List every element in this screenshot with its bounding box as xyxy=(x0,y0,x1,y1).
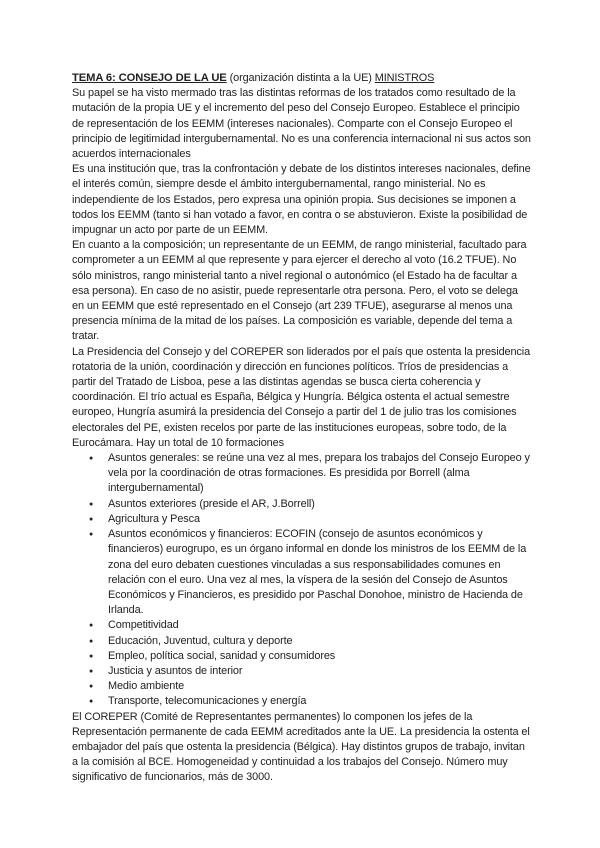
list-item: ● Agricultura y Pesca xyxy=(108,512,532,527)
paragraph-coreper: El COREPER (Comité de Representantes permanentes) lo componen los jefes de la Representación permanente de cada EEMM acreditados ante la UE. La presidencia la ostenta el embajador del país que ostenta la presidencia (Bélgica). Hay distintos grupos de trabajo, invitan a la comisión al BCE. Homogeneidad y continuidad a los trabajos del Consejo. Número muy significativo de funcionarios, más de 3000. xyxy=(72,710,530,784)
list-item: ● Competitividad xyxy=(108,618,532,633)
list-item: ● Asuntos económicos y financieros: ECOFIN (consejo de asuntos económicos y financieros) eurogrupo, es un órgano informal en donde los ministros de los EEMM de la zona del euro debaten cuestiones vinculadas a sus responsabilidades comunes en relación con el euro. Una vez al mes, la víspera de la sesión del Consejo de Asuntos Económicos y Financieros, es presidido por Paschal Donohoe, ministro de Hacienda de Irlanda. xyxy=(108,527,532,618)
list-item: ● Educación, Juventud, cultura y deporte xyxy=(108,634,532,649)
title-main: TEMA 6: CONSEJO DE LA UE xyxy=(72,72,227,84)
paragraph-presidency: La Presidencia del Consejo y del COREPER son liderados por el país que ostenta la presidencia rotatoria de la unión, coordinación y dirección en funciones políticos. Tríos de presidencias a partir del Tratado de Lisboa, pese a las distintas agendas se busca cierta coherencia y coordinación. El trío actual es España, Bélgica y Hungría. Bélgica ostenta el actual semestre europeo, Hungría asumirá la presidencia del Consejo a partir del 1 de julio tras los comisiones electorales del PE, existen recelos por parte de las instituciones europeas, sobre todo, de la Eurocámara. Hay un total de 10 formaciones xyxy=(72,345,531,449)
document-page xyxy=(72,71,532,786)
title-tail: MINISTROS xyxy=(374,72,435,84)
list-item: ● Transporte, telecomunicaciones y energía xyxy=(108,694,532,709)
list-item: ● Justicia y asuntos de interior xyxy=(108,664,532,679)
paragraph-role: Su papel se ha visto mermado tras las distintas reformas de los tratados como resultado de la mutación de la propia UE y el incremento del peso del Consejo Europeo. Establece el principio de representación de los EEMM (intereses nacionales). Comparte con el Consejo Europeo el principio de legitimidad intergubernamental. No es una conferencia internacional ni sus actos son acuerdos internacionales xyxy=(72,87,531,161)
list-item: ● Medio ambiente xyxy=(108,679,532,694)
document-title xyxy=(72,71,532,86)
title-aside: (organización distinta a la UE) xyxy=(229,72,372,84)
formaciones-list xyxy=(72,451,532,709)
list-item: ● Empleo, política social, sanidad y consumidores xyxy=(108,649,532,664)
list-item: ● Asuntos generales: se reúne una vez al mes, prepara los trabajos del Consejo Europeo y vela por la coordinación de otras formaciones. Es presidida por Borrell (alma intergubernamental) xyxy=(108,451,532,497)
paragraph-institution: Es una institución que, tras la confrontación y debate de los distintos intereses nacionales, define el interés común, siempre desde el ámbito intergubernamental, rango ministerial. No es independiente de los Estados, pero expresa una opinión propia. Sus decisiones se imponen a todos los EEMM (tanto si han votado a favor, en contra o se abstuvieron. Existe la posibilidad de impugnar un acto por parte de un EEMM. xyxy=(72,163,531,237)
paragraph-composition: En cuanto a la composición; un representante de un EEMM, de rango ministerial, facultado para comprometer a un EEMM al que represente y para ejercer el derecho al voto (16.2 TFUE). No sólo ministros, rango ministerial tanto a nivel regional o autonómico (el Estado ha de facultar a esa persona). En caso de no asistir, puede representarle otra persona. Pero, el voto se delega en un EEMM que esté representado en el Consejo (art 239 TFUE), asegurarse al menos una presencia mínima de la mitad de los países. La composición es variable, depende del tema a tratar. xyxy=(72,239,527,343)
list-item: ● Asuntos exteriores (preside el AR, J.Borrell) xyxy=(108,497,532,512)
